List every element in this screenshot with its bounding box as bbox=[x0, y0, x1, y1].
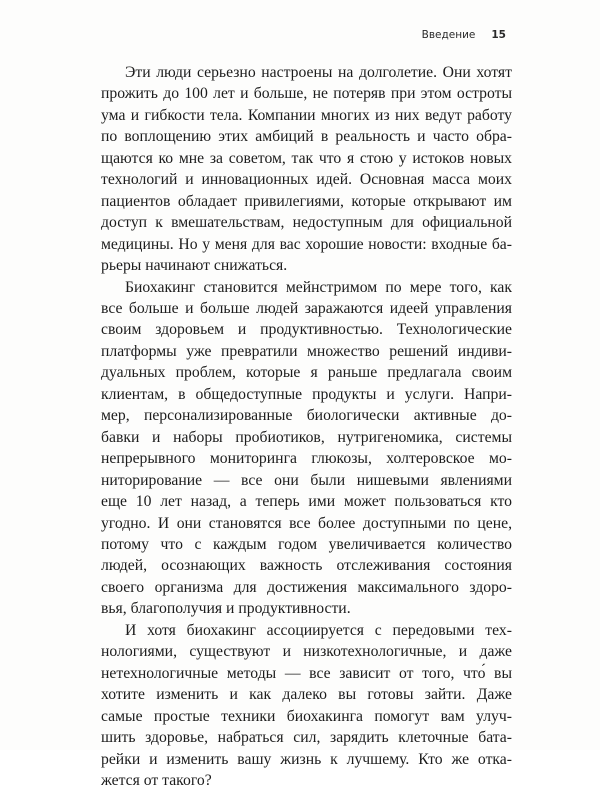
text-line: Биохакинг становится мейнстримом по мере того, как bbox=[125, 278, 512, 296]
text-line: потому что с каждым годом увеличивается количество bbox=[101, 535, 512, 553]
paragraph bbox=[101, 62, 512, 277]
text-line: по воплощению этих амбиций в реальность и часто обра- bbox=[101, 128, 512, 146]
text-line: угодно. И они становятся все более доступными по цене, bbox=[101, 514, 512, 532]
text-line: еще 10 лет назад, а теперь ими может пользоваться кто bbox=[101, 493, 512, 511]
text-line: бавки и наборы пробиотиков, нутригеномика, системы bbox=[101, 428, 512, 446]
text-line: прожить до 100 лет и больше, не потеряв при этом остроты bbox=[101, 85, 512, 103]
text-line: доступ к вмешательствам, недоступным для официальной bbox=[101, 214, 512, 232]
text-line: клиентам, в общедоступные продукты и услуги. Напри- bbox=[101, 385, 512, 403]
page-number: 15 bbox=[491, 29, 506, 41]
text-line: хотите изменить и как далеко вы готовы зайти. Даже bbox=[101, 686, 512, 704]
text-line: щаются ко мне за советом, так что я стою у истоков новых bbox=[101, 149, 512, 167]
body-text bbox=[101, 62, 512, 791]
text-line: нологиями, существуют и низкотехнологичные, и даже bbox=[101, 643, 512, 661]
text-line: дуальных проблем, которые я раньше предлагала своим bbox=[101, 364, 512, 382]
text-line: платформы уже превратили множество решений индиви- bbox=[101, 342, 512, 360]
text-line: непрерывного мониторинга глюкозы, холтеровское мо- bbox=[101, 450, 512, 468]
text-line: технологий и инновационных идей. Основная масса моих bbox=[101, 171, 512, 189]
text-line: своим здоровьем и продуктивностью. Технологические bbox=[101, 321, 512, 339]
section-title: Введение bbox=[421, 29, 476, 41]
text-line: ниторирование — все они были нишевыми явлениями bbox=[101, 471, 512, 489]
text-line: мер, персонализированные биологически активные до- bbox=[101, 407, 512, 425]
paragraph bbox=[101, 277, 512, 620]
text-line: Эти люди серьезно настроены на долголетие. Они хотят bbox=[125, 64, 512, 81]
text-line: ума и гибкости тела. Компании многих из них ведут работу bbox=[101, 106, 512, 124]
text-line: шить здоровье, набраться сил, зарядить клеточные бата- bbox=[101, 729, 512, 747]
text-line: И хотя биохакинг ассоциируется с передовыми тех- bbox=[125, 621, 512, 639]
text-line: жется от такого? bbox=[101, 771, 212, 789]
text-line: рейки и изменить вашу жизнь к лучшему. Кто же отка- bbox=[101, 750, 512, 768]
text-line: пациентов обладает привилегиями, которые открывают им bbox=[101, 192, 512, 210]
text-line: все больше и больше людей заражаются идеей управления bbox=[101, 299, 512, 317]
text-line: медицины. Но у меня для вас хорошие новости: входные ба- bbox=[101, 235, 512, 253]
text-line: своего организма для достижения максимального здоро- bbox=[101, 578, 512, 596]
running-header bbox=[422, 29, 506, 41]
text-line: нетехнологичные методы — все зависит от того, что́ вы bbox=[101, 664, 512, 682]
text-line: рьеры начинают снижаться. bbox=[101, 257, 288, 275]
paragraph bbox=[101, 620, 512, 791]
text-line: людей, осознающих важность отслеживания состояния bbox=[101, 557, 512, 575]
text-line: вья, благополучия и продуктивности. bbox=[101, 600, 351, 618]
text-line: самые простые техники биохакинга помогут вам улуч- bbox=[101, 707, 512, 725]
